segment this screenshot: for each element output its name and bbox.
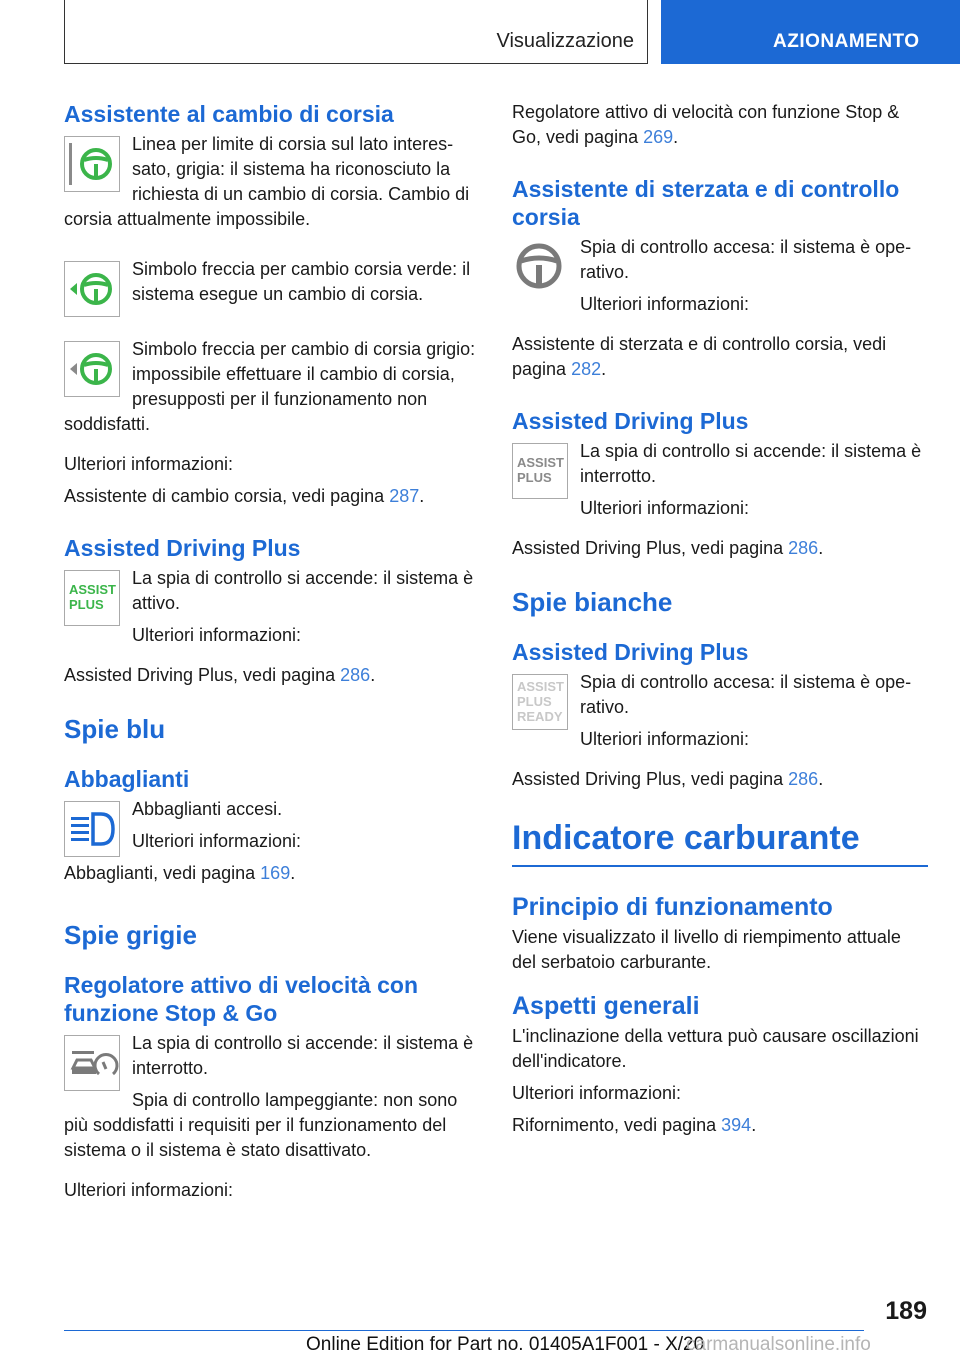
- steering-assist-page-link[interactable]: 282: [571, 359, 602, 379]
- lane-change-desc-3: Simbolo freccia per cambio di corsia grigio: impossibile effettuare il cambio di corsia, presupposti per il funzionamento non soddisfatti.: [64, 339, 476, 434]
- steering-assist-desc: Spia di controllo accesa: il sistema è operativo.: [580, 237, 912, 282]
- adp-interrupted-desc: La spia di controllo si accende: il sistema è interrotto.: [580, 441, 922, 486]
- page-number: 189: [885, 1297, 927, 1325]
- high-beam-page-link[interactable]: 169: [260, 863, 291, 883]
- assist-plus-green-line-1: ASSIST: [69, 582, 116, 597]
- adp-ready-title: Assisted Driving Plus: [512, 639, 749, 665]
- assist-plus-green-line-2: PLUS: [69, 597, 104, 612]
- blue-lights-heading: Spie blu: [64, 714, 166, 744]
- acc-stop-go-desc: La spia di controllo si accende: il sistema è interrotto.: [132, 1033, 474, 1078]
- principle-title: Principio di funzionamento: [512, 893, 833, 921]
- adp-active-page-link[interactable]: 286: [340, 665, 371, 685]
- fuel-gauge-heading: Indicatore carburante: [512, 817, 928, 867]
- adp-ready-ref-dot: .: [818, 769, 824, 789]
- header-section-title: Visualizzazione: [496, 30, 634, 52]
- high-beam-desc: Abbaglianti accesi.: [132, 799, 283, 819]
- assist-plus-ready-line-2: PLUS: [517, 694, 552, 709]
- assist-plus-ready-line-1: ASSIST: [517, 679, 564, 694]
- lane-change-entry-1: [64, 132, 480, 239]
- adp-ready-ref-text: Assisted Driving Plus, vedi pagina: [512, 769, 784, 789]
- principle-desc: Viene visualizzato il livello di riempimento attuale del serbatoio carburante.: [512, 927, 901, 972]
- adp-active-ref: [64, 663, 480, 688]
- right-column: [512, 100, 928, 1145]
- high-beam-ref-text: Abbaglianti, vedi pagina: [64, 863, 256, 883]
- general-desc: L'inclinazione della vettura può causare oscillazioni dell'indicatore.: [512, 1026, 919, 1071]
- steering-assist-ref-text: Assistente di sterzata e di controllo corsia, vedi pagina: [512, 334, 887, 379]
- steering-assist-ref: [512, 332, 928, 382]
- adp-interrupted-ref: [512, 536, 928, 561]
- grey-lights-heading: Spie grigie: [64, 920, 197, 950]
- adp-active-desc: La spia di controllo si accende: il sistema è attivo.: [132, 568, 474, 613]
- acc-stop-go-desc-2: Spia di controllo lampeggiante: non sono più soddisfatti i requisiti per il funzionamento del sistema o il sistema è stato disattivato.: [64, 1090, 458, 1160]
- adp-interrupted-ref-dot: .: [818, 538, 824, 558]
- adp-ready-entry: [512, 670, 928, 759]
- lane-boundary-steering-icon: [64, 136, 120, 192]
- fuel-more: Ulteriori informazioni:: [512, 1083, 682, 1103]
- lane-change-desc-2: Simbolo freccia per cambio corsia verde: il sistema esegue un cambio di corsia.: [132, 259, 471, 304]
- lane-change-arrow-grey-icon: [64, 341, 120, 397]
- acc-stop-go-entry: [64, 1031, 480, 1170]
- steering-wheel-grey-icon: [512, 239, 568, 295]
- assist-plus-ready-line-3: READY: [517, 709, 563, 724]
- left-column: [64, 100, 480, 1210]
- header-chapter-tab: [661, 0, 960, 64]
- lane-change-ref-text: Assistente di cambio corsia, vedi pagina: [64, 486, 385, 506]
- cruise-ref-dot: .: [673, 127, 679, 147]
- footer-divider: [64, 1330, 864, 1331]
- cruise-page-link[interactable]: 269: [643, 127, 674, 147]
- lane-change-ref-dot: .: [419, 486, 425, 506]
- high-beam-icon: [64, 801, 120, 857]
- high-beam-ref-dot: .: [290, 863, 296, 883]
- adp-interrupted-entry: [512, 439, 928, 528]
- lane-change-title: Assistente al cambio di corsia: [64, 101, 394, 127]
- lane-change-arrow-green-icon: [64, 261, 120, 317]
- lane-change-desc-1: Linea per limite di corsia sul lato interessato, grigia: il sistema ha riconosciuto la richiesta di un cambio di corsia. Cambio di corsia attualmente impossibile.: [64, 134, 470, 229]
- adp-active-more: Ulteriori informazioni:: [132, 625, 302, 645]
- high-beam-entry: [64, 797, 480, 893]
- assist-plus-grey-line-2: PLUS: [517, 470, 552, 485]
- steering-assist-ref-dot: .: [601, 359, 607, 379]
- cruise-control-grey-icon: [64, 1035, 120, 1091]
- high-beam-more: Ulteriori informazioni:: [132, 831, 302, 851]
- adp-ready-more: Ulteriori informazioni:: [580, 729, 750, 749]
- adp-ready-page-link[interactable]: 286: [788, 769, 819, 789]
- assist-plus-grey-line-1: ASSIST: [517, 455, 564, 470]
- lane-change-ref: [64, 484, 480, 509]
- adp-interrupted-title: Assisted Driving Plus: [512, 408, 749, 434]
- fuel-page-link[interactable]: 394: [721, 1115, 752, 1135]
- cruise-ref-text: Regolatore attivo di velocità con funzione Stop & Go, vedi pagina: [512, 102, 900, 147]
- steering-assist-more: Ulteriori informazioni:: [580, 294, 750, 314]
- adp-interrupted-more: Ulteriori informazioni:: [580, 498, 750, 518]
- lane-change-more: Ulteriori informazioni:: [64, 454, 234, 474]
- adp-interrupted-page-link[interactable]: 286: [788, 538, 819, 558]
- high-beam-title: Abbaglianti: [64, 766, 190, 792]
- lane-change-entry-2: [64, 257, 480, 319]
- adp-ready-ref: [512, 767, 928, 792]
- acc-stop-go-title: Regolatore attivo di velocità con funzione Stop & Go: [64, 972, 419, 1026]
- fuel-ref: [512, 1113, 928, 1138]
- steering-assist-entry: [512, 235, 928, 324]
- footer-watermark: carmanualsonline.info: [686, 1334, 871, 1355]
- lane-change-page-link[interactable]: 287: [389, 486, 420, 506]
- high-beam-ref: [64, 861, 480, 886]
- assist-plus-green-icon: [64, 570, 120, 626]
- adp-active-ref-text: Assisted Driving Plus, vedi pagina: [64, 665, 336, 685]
- adp-active-entry: [64, 566, 480, 655]
- adp-active-ref-dot: .: [370, 665, 376, 685]
- white-lights-heading: Spie bianche: [512, 587, 673, 617]
- fuel-ref-dot: .: [751, 1115, 757, 1135]
- fuel-ref-text: Rifornimento, vedi pagina: [512, 1115, 717, 1135]
- adp-active-title: Assisted Driving Plus: [64, 535, 301, 561]
- steering-assist-title: Assistente di sterzata e di controllo corsia: [512, 176, 900, 230]
- general-title: Aspetti generali: [512, 992, 700, 1020]
- footer-edition: Online Edition for Part no. 01405A1F001 - X/20: [306, 1334, 705, 1355]
- assist-plus-grey-icon: [512, 443, 568, 499]
- header-chapter-label: AZIONAMENTO: [773, 31, 920, 52]
- lane-change-entry-3: [64, 337, 480, 444]
- acc-stop-go-more: Ulteriori informazioni:: [64, 1180, 234, 1200]
- adp-ready-desc: Spia di controllo accesa: il sistema è operativo.: [580, 672, 912, 717]
- cruise-ref: [512, 100, 928, 150]
- assist-plus-ready-icon: [512, 674, 568, 730]
- adp-interrupted-ref-text: Assisted Driving Plus, vedi pagina: [512, 538, 784, 558]
